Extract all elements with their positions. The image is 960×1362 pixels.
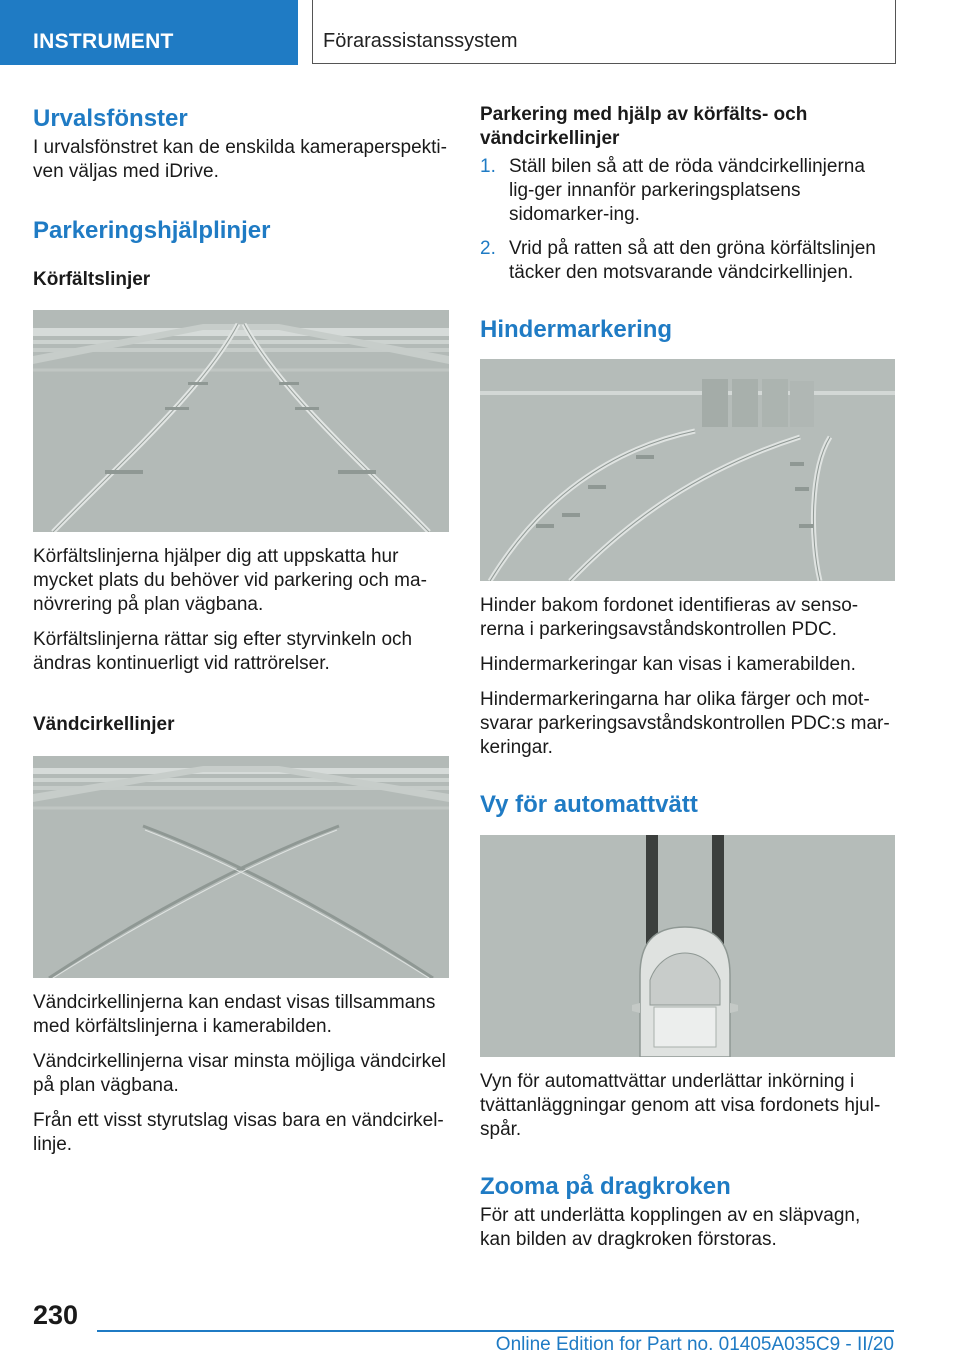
text-hinder-2: Hindermarkeringar kan visas i kamerabilden. [480, 654, 856, 675]
heading-parkering-steps: Parkering med hjälp av körfälts- och vändcirkellinjer [480, 104, 808, 149]
figure-obstacle-marking [480, 359, 895, 581]
heading-zooma-dragkroken: Zooma på dragkroken [480, 1173, 731, 1200]
heading-vandcirkellinjer: Vändcirkellinjer [33, 714, 175, 735]
heading-urvalsfonster: Urvalsfönster [33, 105, 188, 132]
step-number: 1. [480, 156, 496, 177]
right-column [480, 100, 895, 1252]
footer-rule [97, 1330, 894, 1332]
header-chapter-box [312, 0, 896, 64]
figure-car-wash-view [480, 835, 895, 1057]
text-vand-2: Vändcirkellinjerna visar minsta möjliga vändcirkel på plan vägbana. [33, 1051, 446, 1096]
text-korfalt-1: Körfältslinjerna hjälper dig att uppskatta hur mycket plats du behöver vid parkering och ma-növrering på plan vägbana. [33, 546, 427, 615]
text-zooma: För att underlätta kopplingen av en släpvagn, kan bilden av dragkroken förstoras. [480, 1205, 861, 1250]
text-hinder-1: Hinder bakom fordonet identifieras av senso-rerna i parkeringsavståndskontrollen PDC. [480, 595, 859, 640]
text-vy: Vyn för automattvättar underlättar inkörning i tvättanläggningar genom att visa fordonets hjul-spår. [480, 1071, 881, 1140]
text-vand-3: Från ett visst styrutslag visas bara en vändcirkel-linje. [33, 1110, 444, 1155]
step-text: Ställ bilen så att de röda vändcirkellinjerna lig-ger innanför parkeringsplatsens sidomarker-ing. [509, 156, 865, 225]
footer-edition: Online Edition for Part no. 01405A035C9 - II/20 [495, 1334, 894, 1355]
heading-korfaltslinjer: Körfältslinjer [33, 269, 151, 290]
left-column [33, 100, 449, 1157]
text-urvalsfonster: I urvalsfönstret kan de enskilda kameraperspekti-ven väljas med iDrive. [33, 137, 447, 182]
heading-hindermarkering: Hindermarkering [480, 316, 673, 343]
figure-turning-circle [33, 756, 449, 978]
step-item [480, 237, 895, 285]
obstacle-marking-illustration [480, 359, 895, 581]
text-korfalt-2: Körfältslinjerna rättar sig efter styrvinkeln och ändras kontinuerligt vid rattrörelser. [33, 629, 413, 674]
figure-lane-lines [33, 310, 449, 532]
heading-vy-automattvatt: Vy för automattvätt [480, 791, 698, 818]
header-section-label: INSTRUMENT [33, 30, 174, 53]
car-wash-illustration [480, 835, 895, 1057]
header-section-tab [0, 0, 298, 65]
lane-lines-illustration [33, 310, 449, 532]
text-hinder-3: Hindermarkeringarna har olika färger och mot-svarar parkeringsavståndskontrollen PDC:s mar-keringar. [480, 689, 890, 758]
turning-circle-illustration [33, 756, 449, 978]
page-number: 230 [33, 1300, 79, 1330]
step-item [480, 155, 895, 227]
header-chapter-label: Förarassistanssystem [323, 30, 518, 52]
text-vand-1: Vändcirkellinjerna kan endast visas tillsammans med körfältslinjerna i kamerabilden. [33, 992, 436, 1037]
step-number: 2. [480, 238, 496, 259]
steps-list [480, 155, 895, 285]
step-text: Vrid på ratten så att den gröna körfältslinjen täcker den motsvarande vändcirkellinjen. [509, 238, 876, 283]
heading-parkeringshjalplinjer: Parkeringshjälplinjer [33, 217, 271, 244]
